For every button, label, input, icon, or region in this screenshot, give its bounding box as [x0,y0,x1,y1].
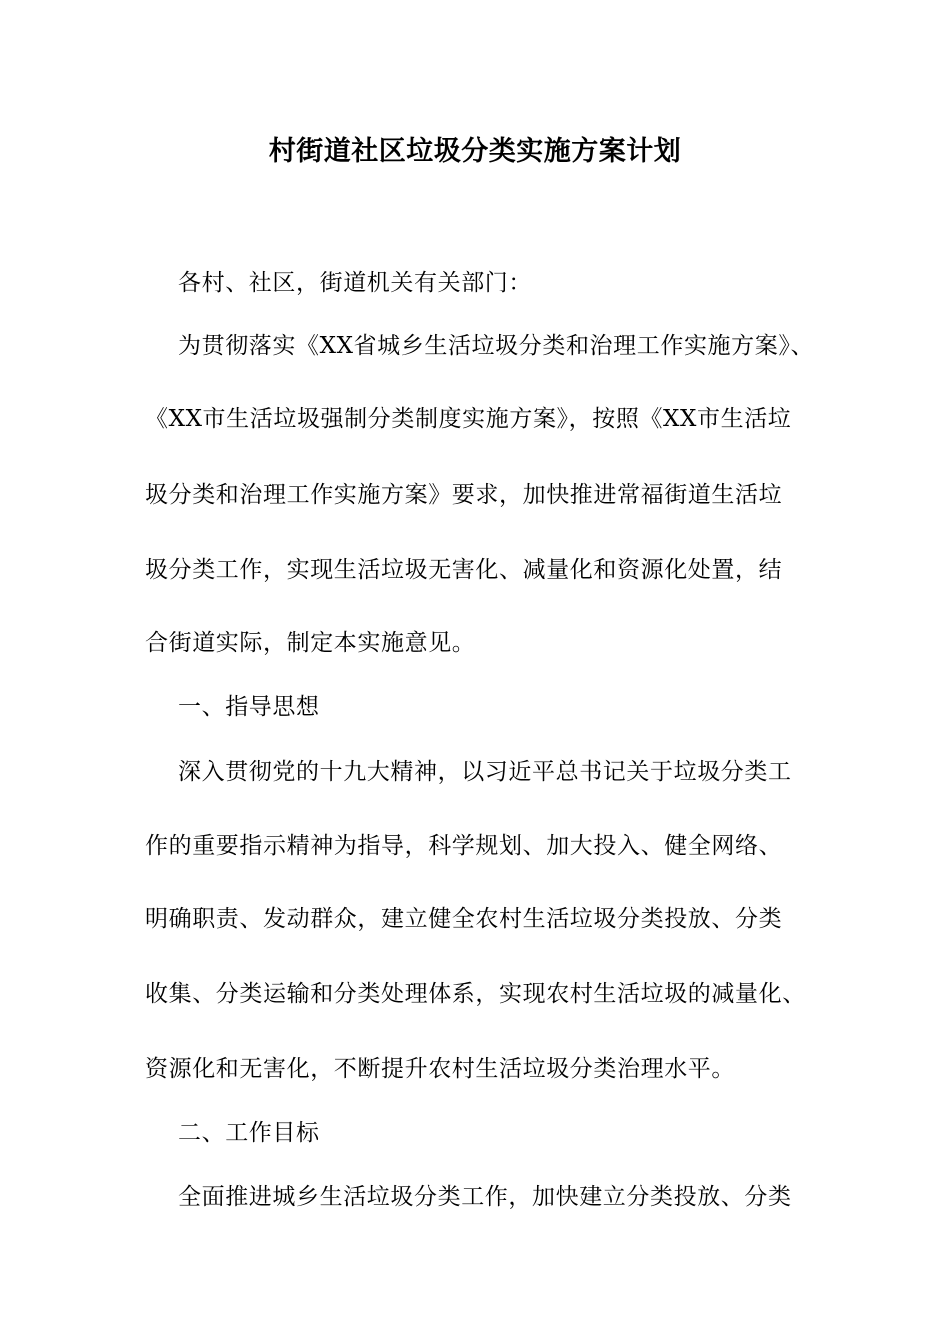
section-heading-2: 二、工作目标 [178,1120,320,1146]
body-line: 收集、分类运输和分类处理体系，实现农村生活垃圾的减量化、 [145,981,806,1007]
document-title: 村街道社区垃圾分类实施方案计划 [268,136,682,167]
body-line: 深入贯彻党的十九大精神，以习近平总书记关于垃圾分类工 [178,759,792,785]
body-line: 全面推进城乡生活垃圾分类工作，加快建立分类投放、分类 [178,1184,792,1210]
body-line: 资源化和无害化，不断提升农村生活垃圾分类治理水平。 [145,1056,735,1082]
body-line: 明确职责、发动群众，建立健全农村生活垃圾分类投放、分类 [145,906,783,932]
body-line: 作的重要指示精神为指导，科学规划、加大投入、健全网络、 [145,833,783,859]
body-line: 圾分类工作，实现生活垃圾无害化、减量化和资源化处置，结 [145,557,783,583]
body-line: 《XX市生活垃圾强制分类制度实施方案》，按照《XX市生活垃 [145,406,792,432]
body-line: 合街道实际，制定本实施意见。 [145,630,476,656]
body-line: 为贯彻落实《XX省城乡生活垃圾分类和治理工作实施方案》、 [178,333,815,359]
salutation-line: 各村、社区，街道机关有关部门： [178,270,532,296]
body-line: 圾分类和治理工作实施方案》要求，加快推进常福街道生活垃 [145,482,783,508]
section-heading-1: 一、指导思想 [178,694,320,720]
